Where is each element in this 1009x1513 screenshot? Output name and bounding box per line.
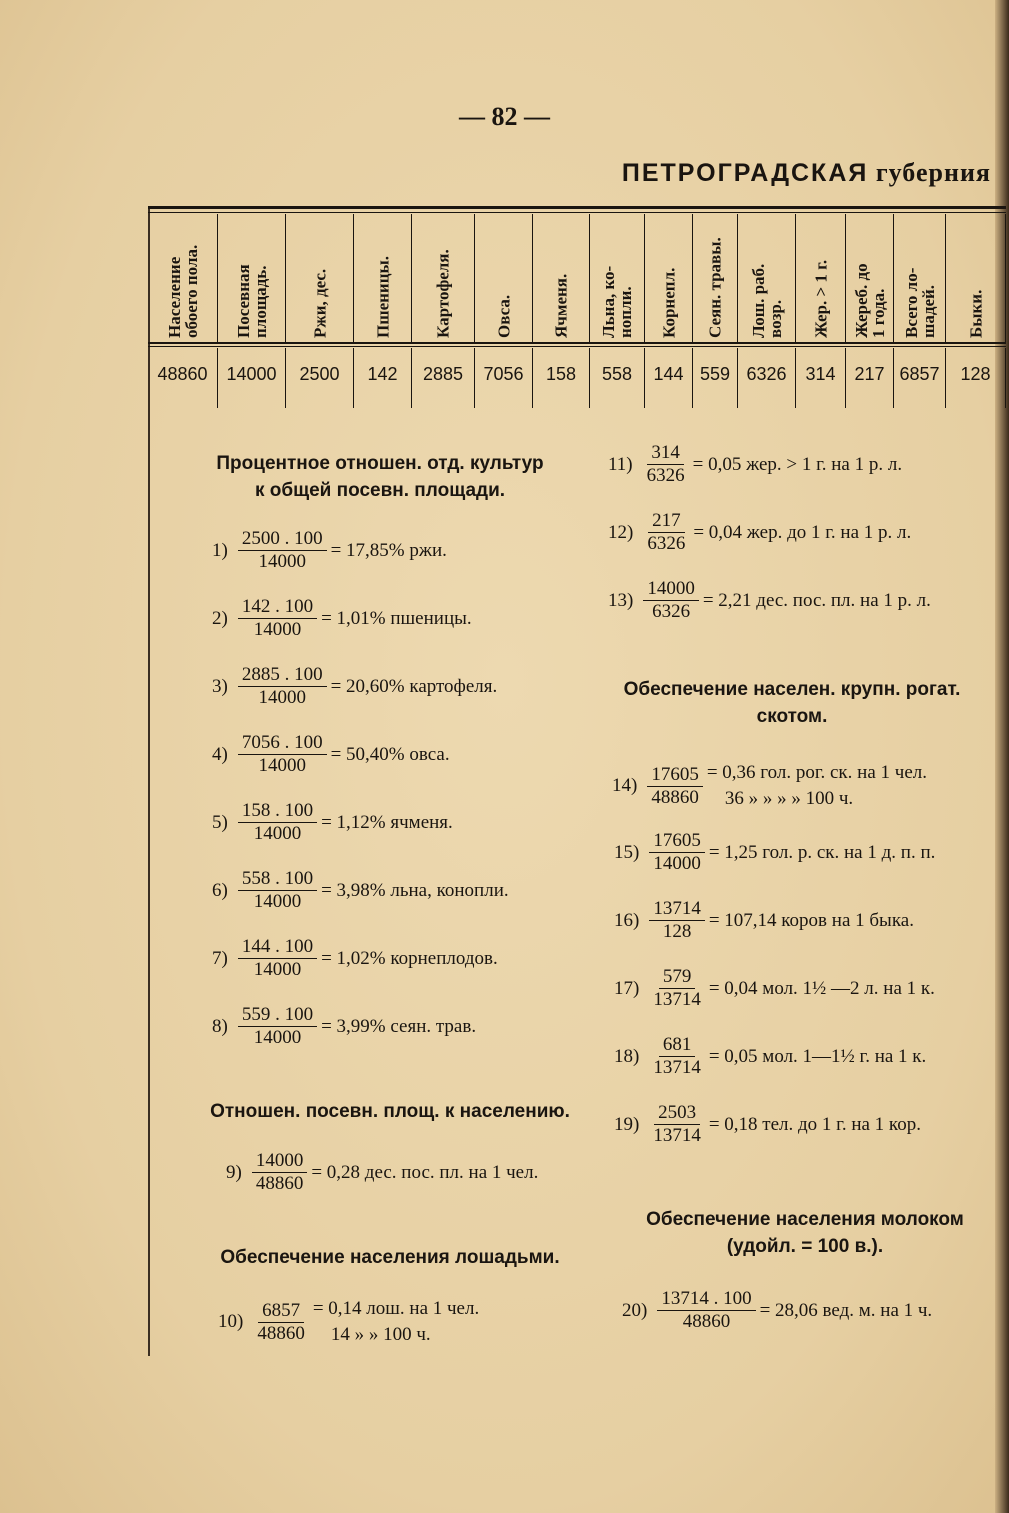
table-header-cell (693, 214, 738, 342)
section-horses: Обеспечение населения лошадьми. (220, 1247, 560, 1268)
formula: 18) $\frac{681}{13714}$ = 0,05 мол. 1—1½ г. на 1 к. (614, 1034, 927, 1078)
table-value-cell: 6857 (894, 348, 946, 408)
table-value-cell: 128 (946, 348, 1006, 408)
formula: 13) $\frac{14000}{6326}$ = 2,21 дес. пос. пл. на 1 р. л. (608, 578, 931, 622)
table-header-cell (533, 214, 590, 342)
table-header-label: Лош. раб. возр. (748, 263, 785, 338)
table-header-cell (645, 214, 693, 342)
table-header-label: Корнепл. (659, 267, 678, 338)
page-number: — 82 — (459, 102, 550, 131)
table-header-label: Ячменя. (551, 273, 571, 338)
formula: 2) $\frac{142 . 100}{14000}$ = 1,01% пшеницы. (212, 596, 472, 640)
formula: 12) $\frac{217}{6326}$ = 0,04 жер. до 1 г. на 1 р. л. (608, 510, 912, 554)
table-header-cell (354, 214, 412, 342)
table-header-sep-2 (148, 346, 1006, 347)
table-header-cell (738, 214, 796, 342)
formula: 17) $\frac{579}{13714}$ = 0,04 мол. 1½ —2 л. на 1 к. (614, 966, 935, 1010)
formula: 7) $\frac{144 . 100}{14000}$ = 1,02% корнеплодов. (212, 936, 498, 980)
table-header-label: Овса. (494, 294, 513, 338)
section-crop-percent: Процентное отношен. отд. культур к общей посевн. площади. (216, 453, 544, 501)
formula-20: 20) $\frac{13714 . 100}{48860}$ = 28,06 вед. м. на 1 ч. (622, 1288, 933, 1332)
province-name: ПЕТРОГРАДСКАЯ (621, 159, 869, 187)
table-value-cell: 2500 (286, 348, 354, 408)
formula-9: 9) $\frac{14000}{48860}$ = 0,28 дес. пос. пл. на 1 чел. (226, 1150, 539, 1194)
formula: 8) $\frac{559 . 100}{14000}$ = 3,99% сеян. трав. (212, 1004, 477, 1048)
formula: 4) $\frac{7056 . 100}{14000}$ = 50,40% овса. (212, 732, 450, 776)
page-header (622, 158, 991, 188)
table-header-cell (796, 214, 846, 342)
table-header-label: Картофеля. (433, 249, 453, 338)
table-value-cell: 158 (533, 348, 590, 408)
table-header-cell (590, 214, 645, 342)
table-header-label: Население обоего пола. (164, 244, 201, 338)
table-header-sep (148, 342, 1006, 344)
formula: 16) $\frac{13714}{128}$ = 107,14 коров на 1 быка. (614, 898, 914, 942)
formula: 11) $\frac{314}{6326}$ = 0,05 жер. > 1 г. на 1 р. л. (608, 442, 903, 486)
formula: 3) $\frac{2885 . 100}{14000}$ = 20,60% картофеля. (212, 664, 498, 708)
table-value-cell: 2885 (412, 348, 475, 408)
formula: 15) $\frac{17605}{14000}$ = 1,25 гол. р. ск. на 1 д. п. п. (614, 830, 936, 874)
table-header-label: Жер. > 1 г. (811, 259, 830, 338)
table-value-cell: 559 (693, 348, 738, 408)
table-value-cell: 217 (846, 348, 894, 408)
table-value-cell: 7056 (475, 348, 533, 408)
table-header-cell (286, 214, 354, 342)
formula: 6) $\frac{558 . 100}{14000}$ = 3,98% льна, конопли. (212, 868, 509, 912)
section-milk: Обеспечение населения молоком (удойл. = 100 в.). (646, 1209, 964, 1257)
table-header-cell (475, 214, 533, 342)
table-header-label: Жереб. до 1 года. (851, 263, 888, 338)
table-header-label: Посевная площадь. (233, 264, 270, 338)
table-value-cell: 142 (354, 348, 412, 408)
table-header-label: Льна, ко- нопли. (599, 265, 635, 338)
table-header-cell (946, 214, 1006, 342)
table-header-label: Быки. (966, 289, 985, 338)
province-word: губерния (875, 158, 991, 187)
table-header-cell (148, 214, 218, 342)
table-header-label: Ржи, дес. (310, 268, 329, 338)
table-value-cell: 558 (590, 348, 645, 408)
table-header-cell (412, 214, 475, 342)
table-value-cell: 314 (796, 348, 846, 408)
table-header-cell (894, 214, 946, 342)
table-header-label: Сеян. травы. (705, 237, 725, 338)
table-top-rule-2 (148, 212, 1006, 213)
formula: 1) $\frac{2500 . 100}{14000}$ = 17,85% ржи. (212, 528, 447, 572)
formula-14: 14) $\frac{17605}{48860}$ = 0,36 гол. рог. ск. на 1 чел. 36 » » » » 100 ч. (612, 762, 927, 809)
stats-table (148, 206, 1006, 408)
table-header-label: Всего ло- шадей. (901, 267, 938, 338)
formula: 5) $\frac{158 . 100}{14000}$ = 1,12% ячменя. (212, 800, 453, 844)
table-value-cell: 48860 (148, 348, 218, 408)
table-value-cell: 6326 (738, 348, 796, 408)
section-cattle: Обеспечение населен. крупн. рогат. скотом. (623, 679, 961, 727)
table-top-rule (148, 206, 1006, 209)
table-value-cell: 144 (645, 348, 693, 408)
table-header-label: Пшеницы. (373, 255, 392, 338)
section-area-population: Отношен. посевн. площ. к населению. (210, 1101, 570, 1122)
table-value-cell: 14000 (218, 348, 286, 408)
table-header-cell (218, 214, 286, 342)
table-header-cell (846, 214, 894, 342)
formula-10: 10) $\frac{6857}{48860}$ = 0,14 лош. на 1 чел. 14 » » 100 ч. (218, 1298, 480, 1345)
formula: 19) $\frac{2503}{13714}$ = 0,18 тел. до 1 г. на 1 кор. (614, 1102, 921, 1146)
